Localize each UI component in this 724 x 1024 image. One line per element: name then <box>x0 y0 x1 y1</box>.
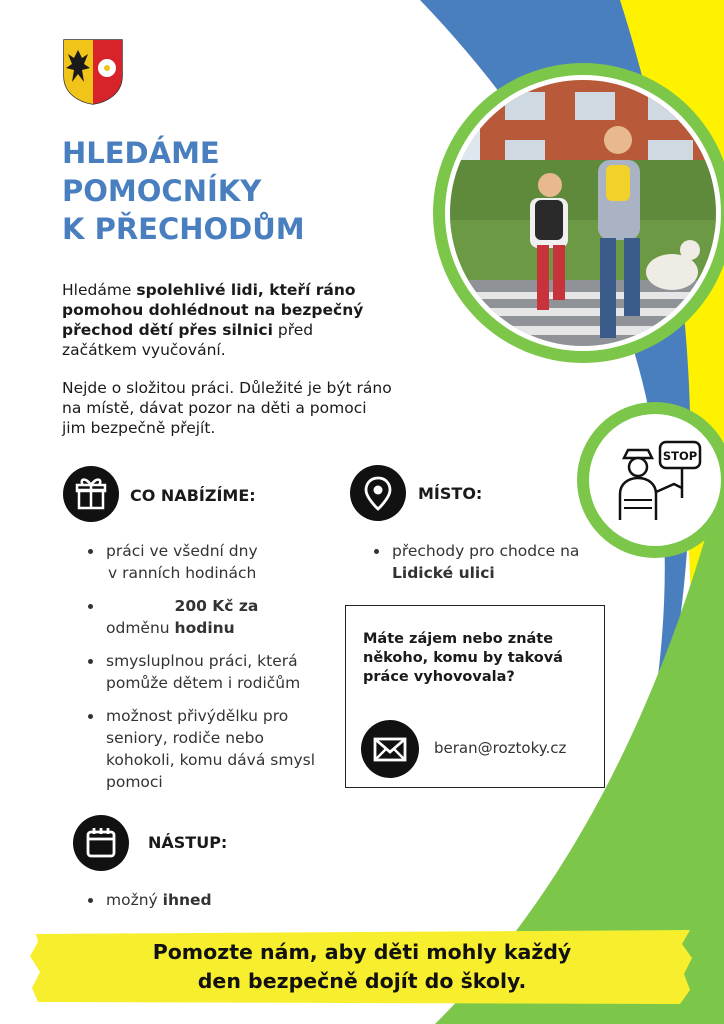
stop-sign-text: STOP <box>662 449 698 463</box>
place-list <box>366 540 586 595</box>
list-item <box>80 650 342 694</box>
intro-paragraph <box>62 280 392 360</box>
bottom-banner-text <box>40 938 684 996</box>
list-item-text: možnost přivýdělku pro seniory, rodiče nebo kohokoli, komu dává smysl pomoci <box>106 707 316 791</box>
headline-line-3: K PŘECHODŮM <box>62 212 305 246</box>
list-item-text: odměnu <box>106 619 175 637</box>
list-item <box>80 705 316 793</box>
contact-box <box>345 605 605 788</box>
offer-list <box>80 540 340 804</box>
offer-title: CO NABÍZÍME: <box>130 486 256 505</box>
list-item <box>366 540 586 584</box>
list-item-text: možný <box>106 891 163 909</box>
headline-line-1: HLEDÁME <box>62 136 220 170</box>
envelope-icon <box>361 720 419 778</box>
contact-question: Máte zájem nebo znáte někoho, komu by taková práce vyhovovala? <box>363 631 563 685</box>
list-item-text: práci ve všední dny <box>106 542 258 560</box>
list-item-text: přechody pro chodce na <box>392 542 580 560</box>
municipal-coat-of-arms-logo <box>62 38 124 106</box>
list-item-text: smysluplnou práci, která pomůže dětem i rodičům <box>106 652 301 692</box>
banner-line-2: den bezpečně dojít do školy. <box>197 969 527 993</box>
contact-email-link[interactable]: beran@roztoky.cz <box>434 739 567 757</box>
list-item <box>80 889 300 911</box>
list-item <box>80 540 340 584</box>
list-item <box>80 595 340 639</box>
headline-line-2: POMOCNÍKY <box>62 174 262 208</box>
list-item-bold: Lidické ulici <box>392 564 495 582</box>
list-item-text: v ranních hodinách <box>108 564 257 582</box>
location-pin-icon <box>350 465 406 521</box>
list-item-bold: ihned <box>162 891 212 909</box>
crossing-guard-stop-icon <box>612 436 702 526</box>
intro-text-end: před začátkem vyučování. <box>62 321 314 359</box>
list-item-bold: 200 Kč za hodinu <box>174 597 259 637</box>
calendar-icon <box>73 815 129 871</box>
gift-icon <box>63 466 119 522</box>
intro-paragraph-2: Nejde o složitou práci. Důležité je být ráno na místě, dávat pozor na děti a pomoci jim bezpečně přejít. <box>62 379 392 437</box>
start-title: NÁSTUP: <box>148 833 228 852</box>
banner-line-1: Pomozte nám, aby děti mohly každý <box>152 940 572 964</box>
intro-text-bold: spolehlivé lidi, kteří ráno pomohou dohlédnout na bezpečný přechod dětí přes silnici <box>62 281 364 339</box>
start-list <box>80 889 300 922</box>
intro-text-start: Hledáme <box>62 281 137 299</box>
page-headline <box>62 134 392 248</box>
place-title: MÍSTO: <box>418 484 483 503</box>
